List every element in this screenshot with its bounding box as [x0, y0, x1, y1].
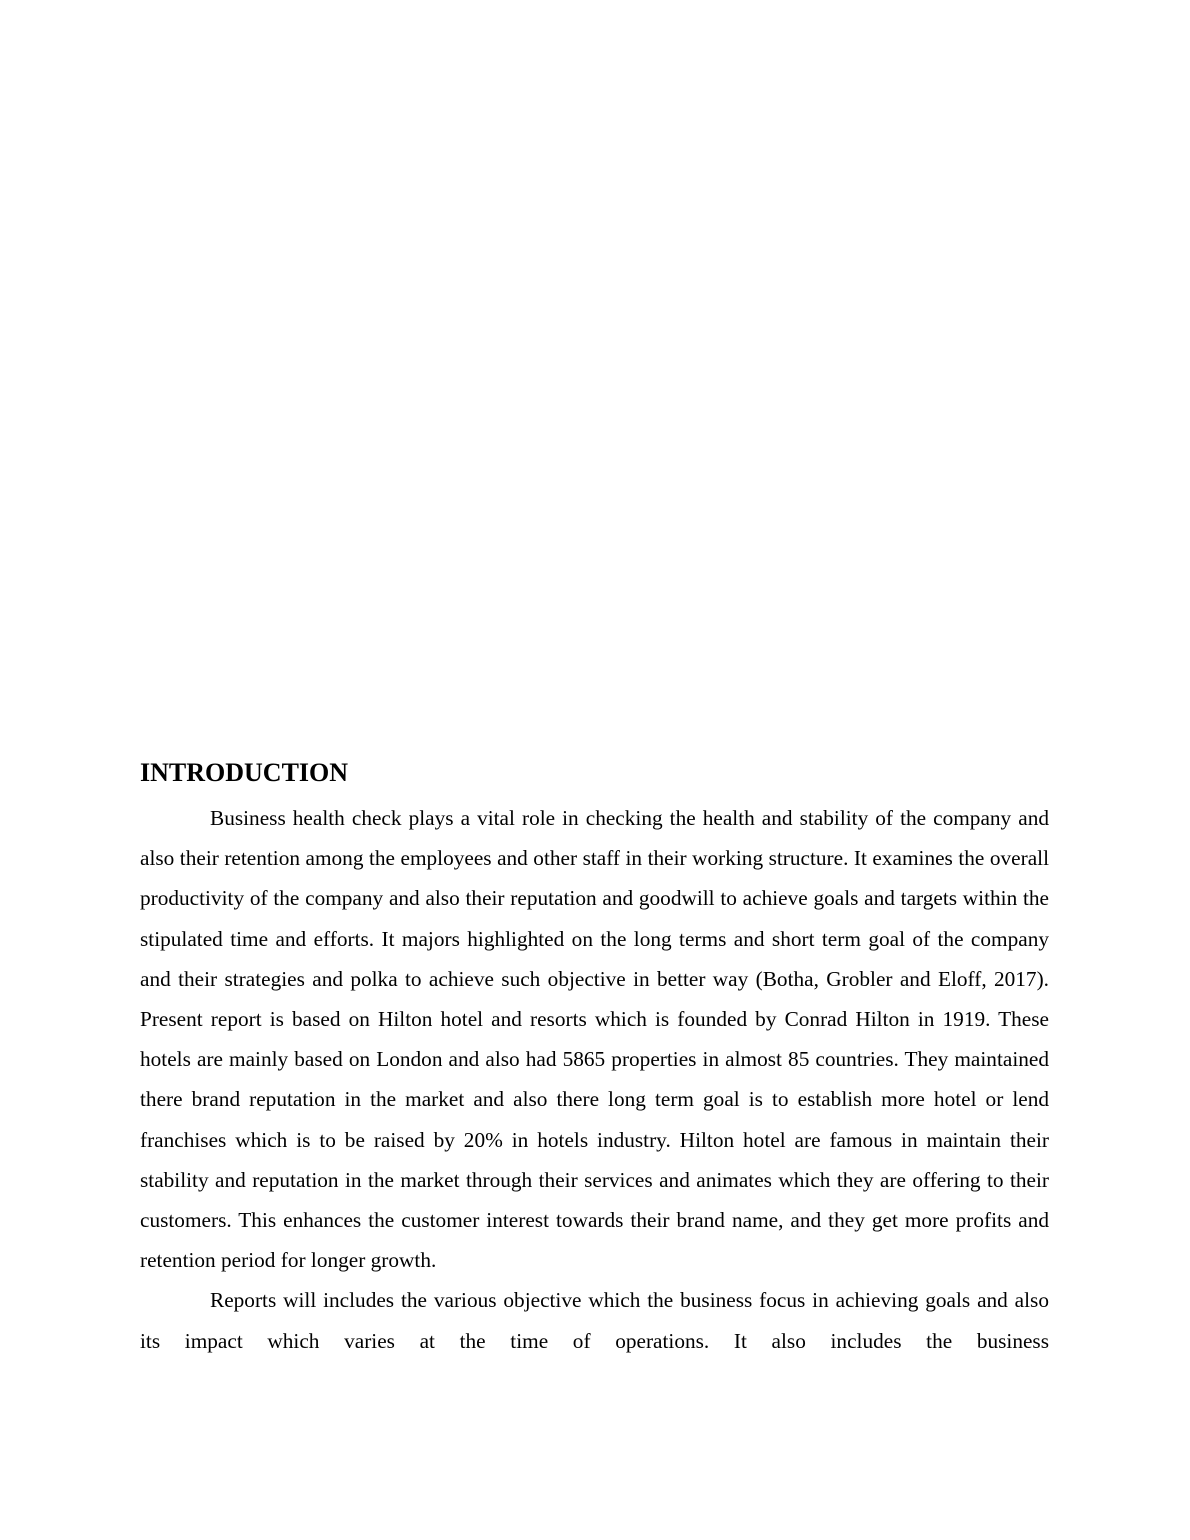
page-content: [140, 756, 1049, 1361]
section-heading: INTRODUCTION: [140, 758, 349, 787]
body-paragraph: Business health check plays a vital role in checking the health and stability of the company and also their retention among the employees and other staff in their working structure. It examines the overall productivity of the company and also their reputation and goodwill to achieve goals and targets within the stipulated time and efforts. It majors highlighted on the long terms and short term goal of the company and their strategies and polka to achieve such objective in better way (Botha, Grobler and Eloff, 2017). Present report is based on Hilton hotel and resorts which is founded by Conrad Hilton in 1919. These hotels are mainly based on London and also had 5865 properties in almost 85 countries. They maintained there brand reputation in the market and also there long term goal is to establish more hotel or lend franchises which is to be raised by 20% in hotels industry. Hilton hotel are famous in maintain their stability and reputation in the market through their services and animates which they are offering to their customers. This enhances the customer interest towards their brand name, and they get more profits and retention period for longer growth.: [140, 806, 1049, 1273]
body-paragraph: Reports will includes the various objective which the business focus in achieving goals and also its impact which varies at the time of operations. It also includes the business: [140, 1288, 1049, 1353]
